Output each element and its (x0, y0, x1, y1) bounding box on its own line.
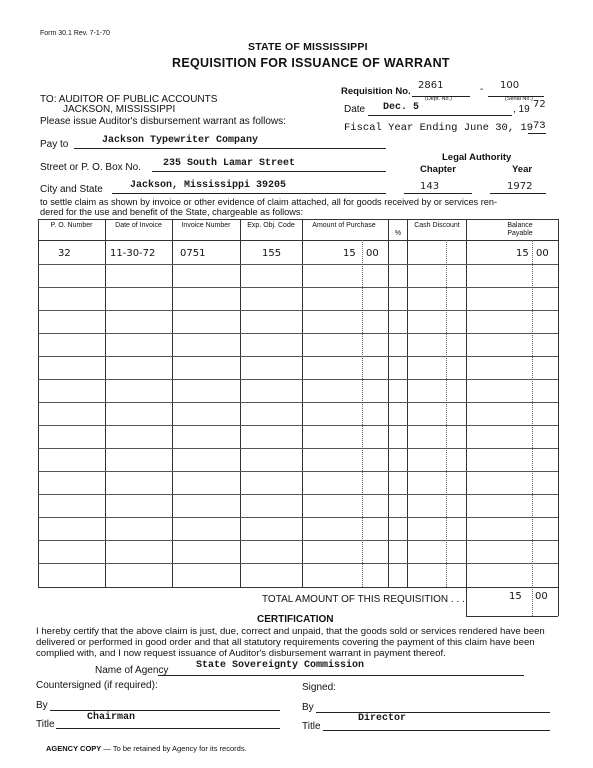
date-year-value: 72 (533, 99, 546, 110)
column-header-percent: % (394, 230, 402, 237)
instruction-line: Please issue Auditor's disbursement warrant as follows: (40, 116, 286, 127)
requisition-label: Requisition No. (341, 86, 411, 97)
agency-name-value: State Sovereignty Commission (196, 660, 365, 671)
chapter-value: 143 (420, 181, 440, 192)
agency-name-label: Name of Agency (95, 665, 169, 676)
footer-note (46, 744, 247, 753)
column-header-invoice: Invoice Number (181, 222, 231, 229)
to-line-1: TO: AUDITOR OF PUBLIC ACCOUNTS (40, 94, 218, 105)
right-title-value: Director (358, 713, 407, 724)
date-year-prefix: , 19 (513, 104, 530, 115)
to-line-2: JACKSON, MISSISSIPPI (63, 104, 176, 115)
street-value: 235 South Lamar Street (163, 158, 296, 169)
total-label: TOTAL AMOUNT OF THIS REQUISITION . . . (262, 594, 465, 605)
certification-text: I hereby certify that the above claim is just, due, correct and unpaid, that the goods sold or services rendered have been delivered or performed in good order and that all statutory requirements covering the payment of this claim have been complied with, and I now request issuance of Auditor's disbursement warrant in payment thereof. (36, 626, 545, 659)
left-title-label: Title (36, 719, 55, 730)
cell-balance-dollars: 15 (516, 248, 529, 259)
right-title-label: Title (302, 721, 321, 732)
left-by-label: By (36, 700, 48, 711)
left-title-value: Chairman (87, 712, 136, 723)
cell-invoice-number: 0751 (180, 248, 206, 259)
cell-amount-dollars: 15 (343, 248, 356, 259)
requisition-dash: - (480, 84, 484, 95)
column-header-po: P. O. Number (50, 222, 93, 229)
dept-no-caption: (Dept. No.) (425, 96, 452, 102)
state-heading: STATE OF MISSISSIPPI (248, 41, 368, 53)
pay-to-value: Jackson Typewriter Company (102, 135, 259, 146)
cell-balance-cents: 00 (536, 248, 549, 259)
settle-text-line-2: dered for the use and benefit of the State, chargeable as follows: (40, 207, 304, 217)
column-header-exp-obj: Exp. Obj. Code (247, 222, 295, 229)
cell-exp-obj-code: 155 (262, 248, 282, 259)
column-header-cash-discount: Cash Discount (414, 222, 460, 229)
cell-amount-cents: 00 (366, 248, 379, 259)
dept-number: 2861 (418, 80, 444, 91)
legal-year-value: 1972 (507, 181, 533, 192)
total-cents: 00 (535, 591, 548, 602)
column-header-date: Date of Invoice (115, 222, 162, 229)
serial-no-caption: (Serial No.) (505, 96, 533, 102)
fiscal-year-value: 73 (533, 120, 546, 132)
footer-agency-copy: AGENCY COPY (46, 744, 102, 753)
legal-authority-title: Legal Authority (442, 152, 512, 163)
page-title: REQUISITION FOR ISSUANCE OF WARRANT (172, 56, 450, 70)
cell-invoice-date: 11-30-72 (110, 248, 156, 259)
chapter-label: Chapter (420, 164, 456, 175)
cell-po-number: 32 (58, 248, 71, 259)
serial-number: 100 (500, 80, 520, 91)
city-label: City and State (40, 184, 103, 195)
countersigned-label: Countersigned (if required): (36, 680, 158, 691)
column-header-amount: Amount of Purchase (312, 222, 376, 229)
fiscal-year-label: Fiscal Year Ending June 30, 19 (344, 122, 534, 134)
column-header-balance: Balance Payable (507, 222, 533, 237)
city-value: Jackson, Mississippi 39205 (130, 180, 287, 191)
street-label: Street or P. O. Box No. (40, 162, 141, 173)
pay-to-label: Pay to (40, 139, 69, 150)
form-number: Form 30.1 Rev. 7-1-70 (40, 30, 110, 37)
footer-note-text: — To be retained by Agency for its records. (101, 744, 247, 753)
total-dollars: 15 (509, 591, 522, 602)
date-label: Date (344, 104, 366, 115)
settle-text-line-1: to settle claim as shown by invoice or other evidence of claim attached, all for goods received by or services ren- (40, 197, 498, 207)
legal-year-label: Year (512, 164, 533, 175)
date-value: Dec. 5 (383, 102, 420, 113)
certification-title: CERTIFICATION (257, 614, 334, 625)
signed-label: Signed: (302, 682, 336, 693)
right-by-label: By (302, 702, 314, 713)
